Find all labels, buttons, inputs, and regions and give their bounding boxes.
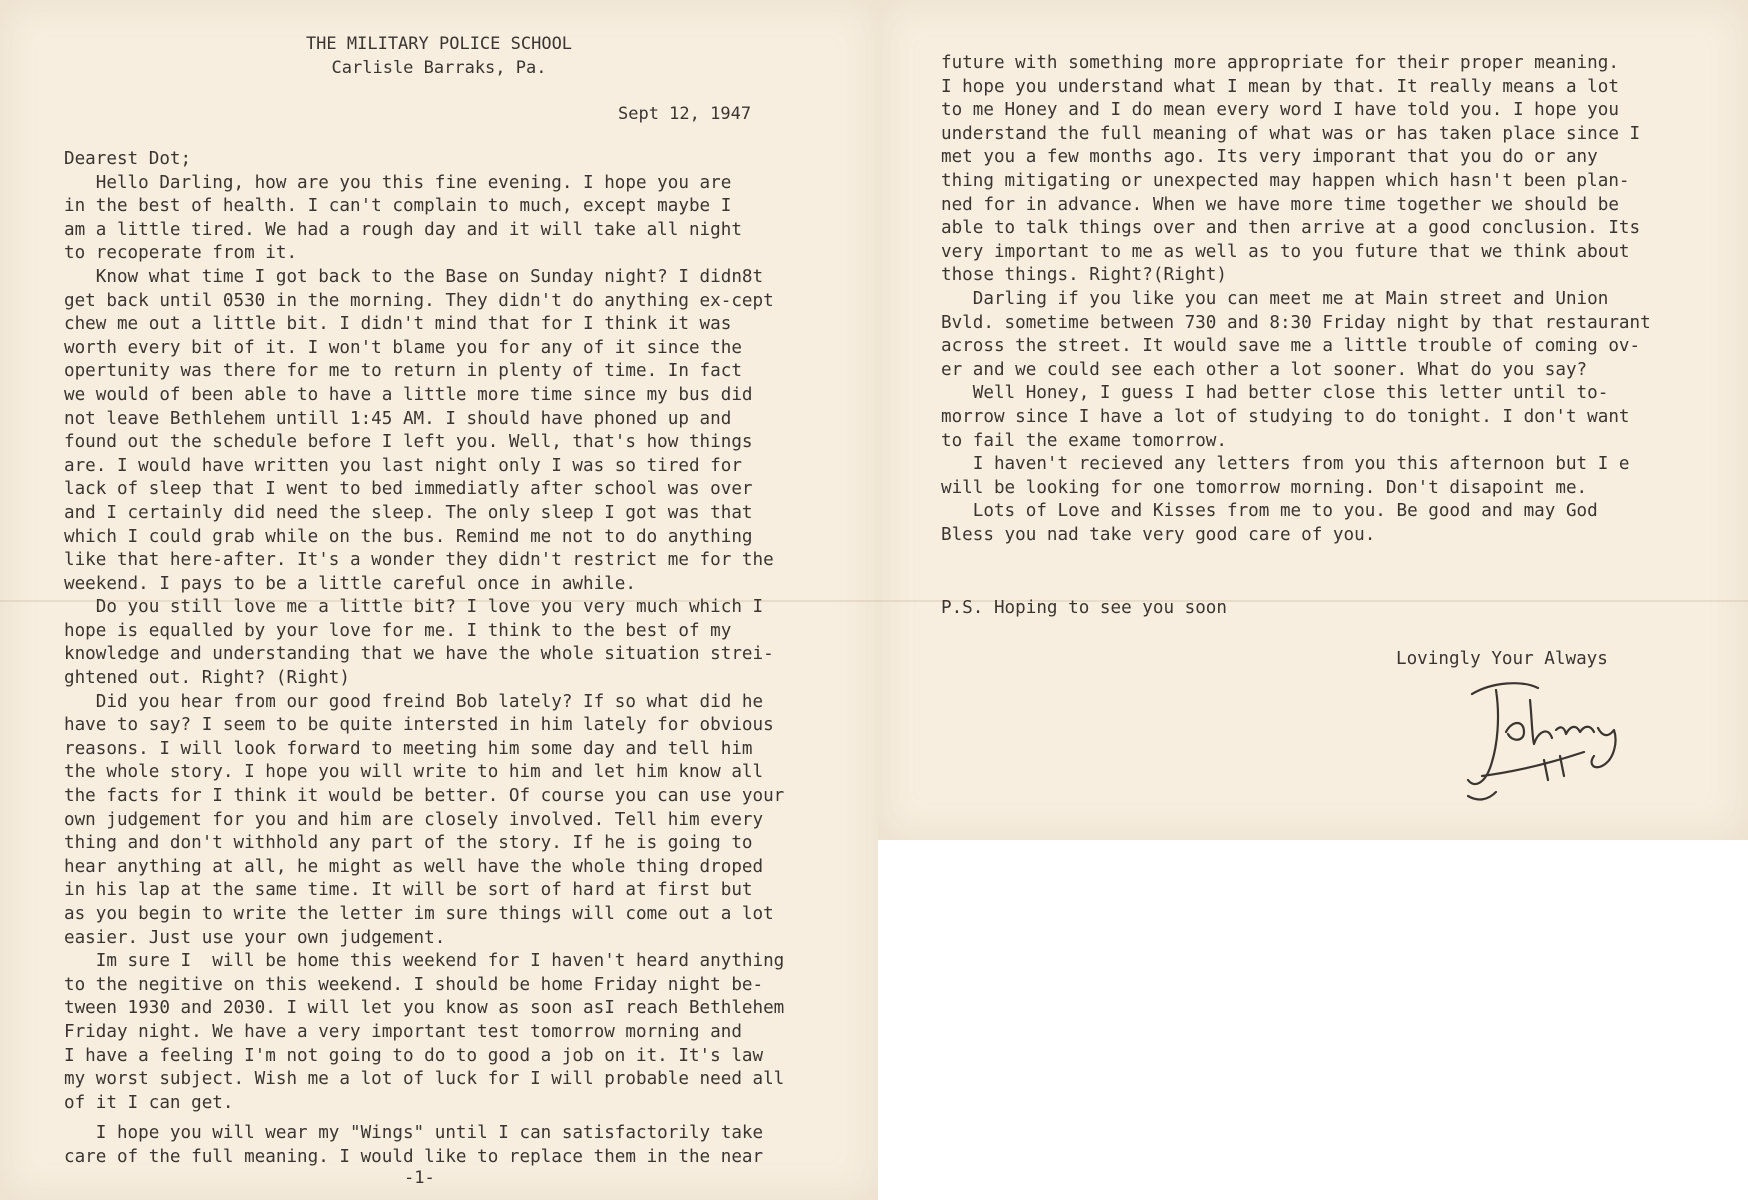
signature-johnny (1452, 676, 1652, 806)
closing-line: Lovingly Your Always (1396, 649, 1608, 669)
letterhead-school-name: THE MILITARY POLICE SCHOOL (305, 34, 573, 54)
page-number: -1- (404, 1168, 435, 1188)
letter-page-2 (878, 0, 1748, 840)
salutation: Dearest Dot; (64, 149, 192, 169)
body-text: Hello Darling, how are you this fine evening. I hope you are in the best of health. I can't complain to much, except maybe I am a little tired. We had a rough day and it will take all night to recoperate from it. Know what time I got back to the Base on Sunday night? I didn8t get back until 0530 in the morning. They didn't do anything ex-cept chew me out a little bit. I didn't mind that for I think it was worth every bit of it. I won't blame you for any of it since the opertunity was there for me to return in plenty of time. In fact we would of been able to have a little more time since my bus did not leave Bethlehem untill 1:45 AM. I should have phoned up and found out the schedule before I left you. Well, that's how things are. I would have written you last night only I was so tired for lack of sleep that I went to bed immediatly after school was over and I certainly did need the sleep. The only sleep I got was that which I could grab while on the bus. Remind me not to do anything like that here-after. It's a wonder they didn't restrict me for the weekend. I pays to be a little careful once in awhile. Do you still love me a little bit? I love you very much which I hope is equalled by your love for me. I think to the best of my knowledge and understanding that we have the whole situation strei- ghtened out. Right? (Right) Did you hear from our good freind Bob lately? If so what did he have to say? I seem to be quite intersted in him lately for obvious reasons. I will look forward to meeting him some day and tell him the whole story. I hope you will write to him and let him know all the facts for I think it would be better. Of course you can use your own judgement for you and him are closely involved. Tell him every thing and don't withhold any part of the story. If he is going to hear anything at all, he might as well have the whole thing droped in his lap at the same time. It will be sort of hard at first but as you begin to write the letter im sure things will come out a lot easier. Just use your own judgement. Im sure I will be home this weekend for I haven't heard anything to the negitive on this weekend. I should be home Friday night be- tween 1930 and 2030. I will let you know as soon asI reach Bethlehem Friday night. We have a very important test tomorrow morning and I have a feeling I'm not going to do to good a job on it. It's law my worst subject. Wish me a lot of luck for I will probable need all of it I can get. (64, 172, 785, 1113)
letter-body-page-2: future with something more appropriate for their proper meaning. I hope you understand what I mean by that. It really means a lot to me Honey and I do mean every word I have told you. I hope you understand the full meaning of what was or has taken place since I met you a few months ago. Its very imporant that you do or any thing mitigating or unexpected may happen which hasn't been plan- ned for in advance. When we have more time together we should be able to talk things over and then arrive at a good conclusion. Its very important to me as well as to you future that we think about those things. Right?(Right) Darling if you like you can meet me at Main street and Union Bvld. sometime between 730 and 8:30 Friday night by that restaurant across the street. It would save me a little trouble of coming ov- er and we could see each other a lot sooner. What do you say? Well Honey, I guess I had better close this letter until to- morrow since I have a lot of studying to do tonight. I don't want to fail the exame tomorrow. I haven't recieved any letters from you this afternoon but I e will be looking for one tomorrow morning. Don't disapoint me. Lots of Love and Kisses from me to you. Be good and may God Bless you nad take very good care of you. (941, 53, 1651, 545)
letter-body-page-1 (64, 148, 784, 1115)
letter-body-page-1-tail: I hope you will wear my "Wings" until I can satisfactorily take care of the full meaning. I would like to replace them in the near (64, 1123, 764, 1167)
letter-date: Sept 12, 1947 (618, 104, 752, 124)
letterhead-location: Carlisle Barraks, Pa. (331, 58, 547, 78)
postscript: P.S. Hoping to see you soon (941, 598, 1227, 618)
